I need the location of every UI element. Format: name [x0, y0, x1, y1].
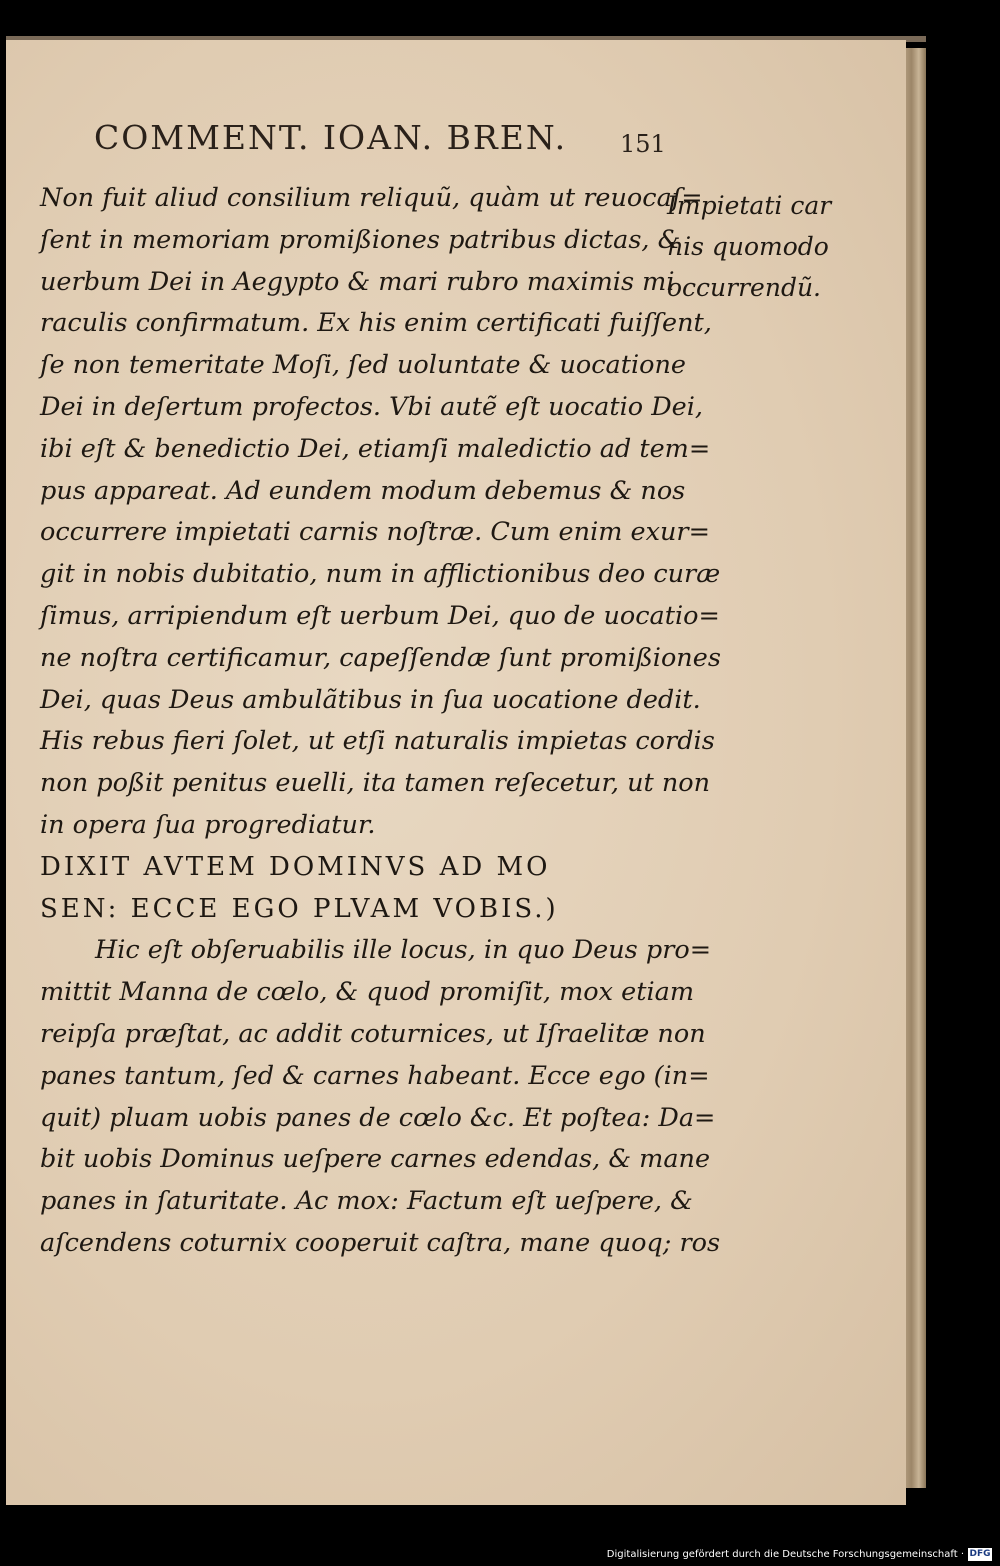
text-line: aſcendens coturnix cooperuit caſtra, mane quoq; ros	[40, 1227, 721, 1258]
text-line: ſimus, arripiendum eſt uerbum Dei, quo de uocatio=	[40, 600, 720, 631]
text-line: quit) pluam uobis panes de cœlo &c. Et poſtea: Da=	[40, 1102, 716, 1133]
text-line: raculis confirmatum. Ex his enim certificati fuiſſent,	[40, 308, 712, 339]
text-line: panes tantum, ſed & carnes habeant. Ecce ego (in=	[40, 1060, 710, 1091]
text-line: git in nobis dubitatio, num in afflictionibus deo curæ	[40, 559, 721, 590]
text-line: Dei in deſertum profectos. Vbi autẽ eſt uocatio Dei,	[40, 391, 704, 422]
running-head: COMMENT. IOAN. BREN.	[94, 118, 568, 157]
section-heading-line: SEN: ECCE EGO PLVAM VOBIS.)	[40, 893, 559, 924]
marginal-note-line: occurrendũ.	[667, 273, 822, 302]
main-text-block	[40, 178, 721, 1265]
section-heading-line: DIXIT AVTEM DOMINVS AD MO	[40, 851, 551, 882]
text-line: mittit Manna de cœlo, & quod promiſit, mox etiam	[40, 977, 695, 1008]
text-line: uerbum Dei in Aegypto & mari rubro maximis mi	[40, 266, 675, 297]
text-line: Hic eſt obſeruabilis ille locus, in quo Deus pro=	[95, 935, 712, 966]
text-line: occurrere impietati carnis noſtræ. Cum enim exur=	[40, 517, 710, 548]
page-number: 151	[620, 130, 666, 158]
text-line: non poßit penitus euelli, ita tamen reſecetur, ut non	[40, 768, 711, 799]
text-line: Non fuit aliud consilium reliquũ, quàm ut reuocaſ=	[40, 183, 703, 213]
text-line: Dei, quas Deus ambulãtibus in ſua uocatione dedit.	[40, 684, 701, 715]
text-line: panes in ſaturitate. Ac mox: Factum eſt ueſpere, &	[40, 1186, 693, 1217]
text-line: His rebus fieri ſolet, ut etſi naturalis impietas cordis	[40, 726, 715, 757]
text-line: ſent in memoriam promißiones patribus dictas, &	[40, 224, 681, 255]
text-line: ibi eſt & benedictio Dei, etiamſi maledictio ad tem=	[40, 433, 711, 464]
marginal-note-line: nis quomodo	[667, 232, 829, 261]
text-line: ſe non temeritate Moſi, ſed uoluntate & uocatione	[40, 350, 687, 381]
dfg-logo: DFG	[969, 1549, 991, 1559]
marginal-note	[667, 185, 847, 308]
digitization-credit: Digitalisierung gefördert durch die Deutsche Forschungsgemeinschaft ·	[606, 1549, 964, 1560]
text-line: pus appareat. Ad eundem modum debemus & nos	[40, 475, 686, 506]
text-line: ne noſtra certificamur, capeſſendæ ſunt promißiones	[40, 642, 721, 673]
text-line: bit uobis Dominus ueſpere carnes edendas, & mane	[40, 1144, 711, 1175]
marginal-note-line: Impietati car	[667, 191, 832, 220]
text-line: in opera ſua progrediatur.	[40, 809, 376, 840]
text-line: reipſa præſtat, ac addit coturnices, ut Iſraelitæ non	[40, 1018, 706, 1049]
